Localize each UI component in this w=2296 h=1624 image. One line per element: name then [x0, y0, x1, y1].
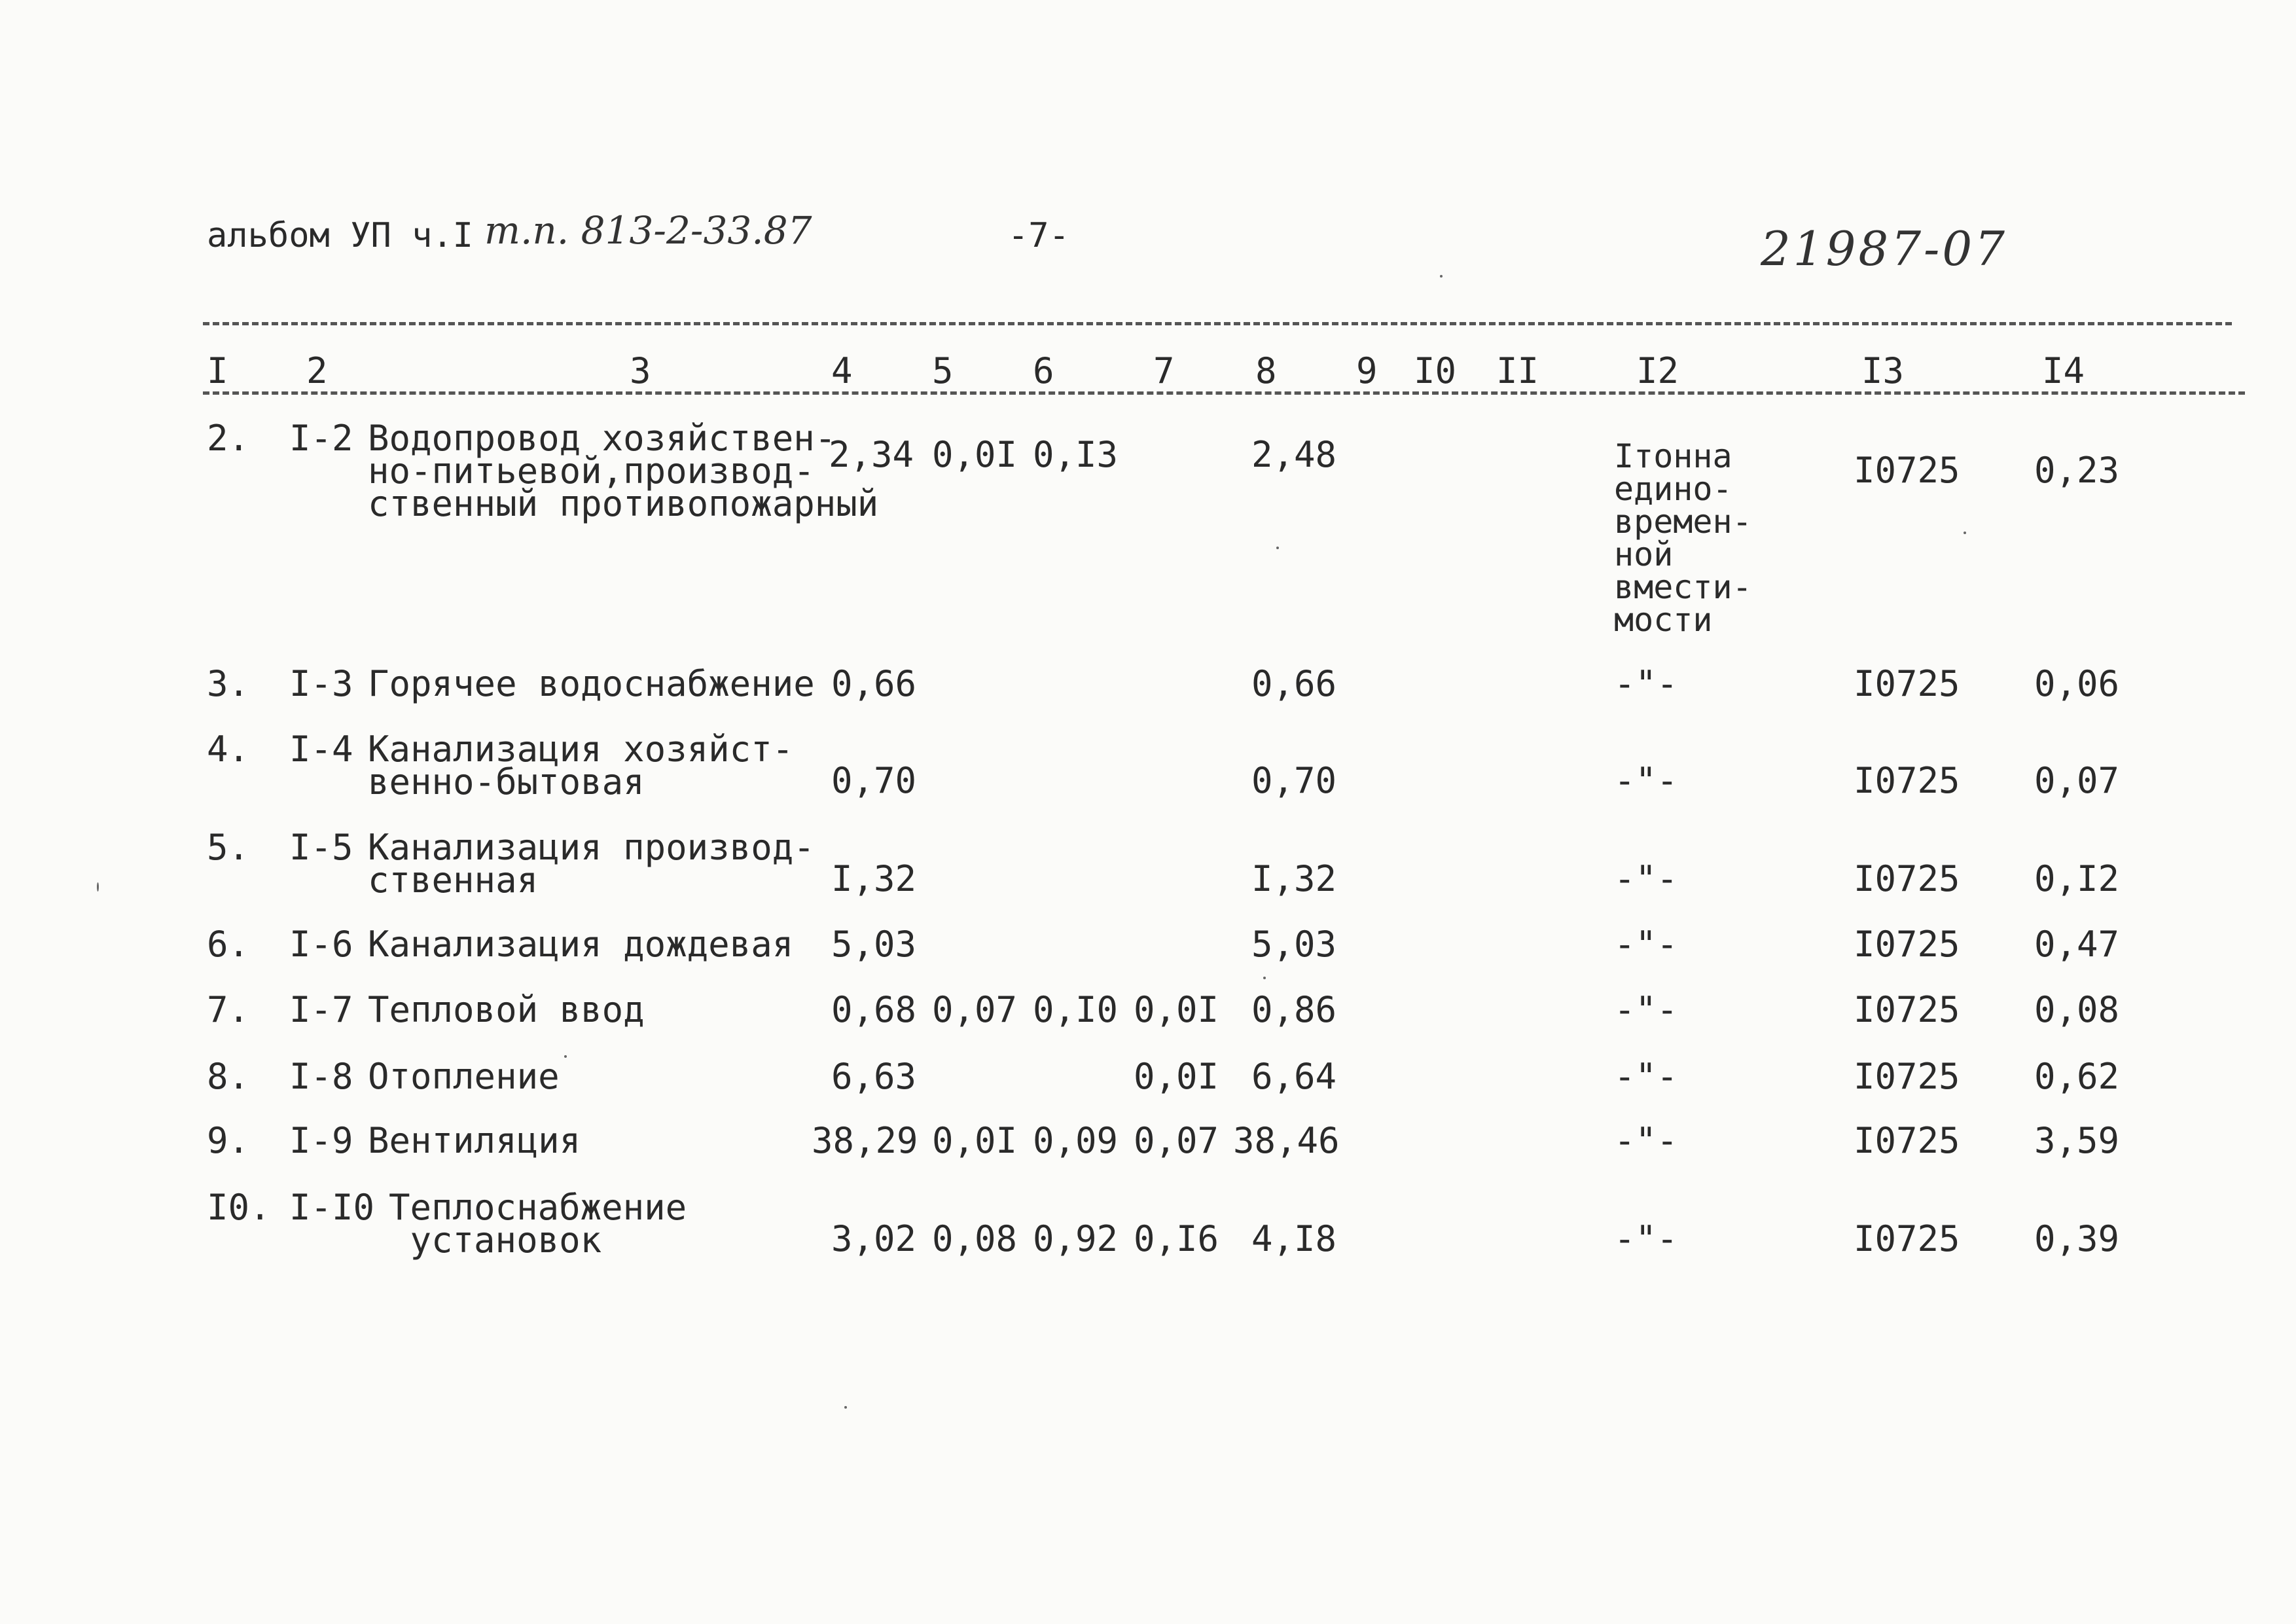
row-name: Горячее водоснабжение — [368, 663, 815, 704]
cell-col7: 0,07 — [1134, 1120, 1219, 1161]
cell-col8: 5,03 — [1251, 924, 1337, 965]
row-number: 9. — [207, 1120, 250, 1161]
row-code: I-7 — [289, 989, 353, 1030]
column-number: 4 — [831, 350, 853, 391]
cell-col8: 6,64 — [1251, 1056, 1337, 1097]
row-name: Тепловой ввод — [368, 989, 645, 1030]
cell-col14: 0,23 — [2034, 450, 2120, 491]
row-code: I-9 — [289, 1120, 353, 1161]
project-code: т.п. 813-2-33.87 — [484, 208, 812, 253]
scan-speck — [1964, 532, 1966, 534]
row-number: 6. — [207, 924, 250, 965]
column-number: I2 — [1636, 350, 1679, 391]
cell-col8: 2,48 — [1251, 434, 1337, 475]
row-code: I-4 — [289, 729, 353, 770]
document-number: 21987-07 — [1761, 221, 2007, 276]
cell-col14: 0,62 — [2034, 1056, 2120, 1097]
cell-col5: 0,08 — [932, 1218, 1018, 1259]
cell-col7: 0,I6 — [1134, 1218, 1219, 1259]
cell-col8: 0,70 — [1251, 760, 1337, 801]
column-number: 9 — [1356, 350, 1378, 391]
column-number: II — [1496, 350, 1539, 391]
cell-col4: 38,29 — [812, 1120, 918, 1161]
cell-col6: 0,09 — [1033, 1120, 1119, 1161]
cell-col4: I,32 — [831, 858, 917, 899]
cell-col13: I0725 — [1854, 1056, 1960, 1097]
cell-col6: 0,I3 — [1033, 434, 1119, 475]
row-number: 2. — [207, 418, 250, 459]
cell-col7: 0,0I — [1134, 1056, 1219, 1097]
cell-col4: 0,68 — [831, 989, 917, 1030]
cell-col6: 0,92 — [1033, 1218, 1119, 1259]
cell-col14: 0,47 — [2034, 924, 2120, 965]
scan-speck — [97, 882, 99, 892]
cell-col8: 4,I8 — [1251, 1218, 1337, 1259]
row-code: I-6 — [289, 924, 353, 965]
row-number: I0. — [207, 1187, 271, 1228]
row-code: I-3 — [289, 663, 353, 704]
row-code: I-5 — [289, 827, 353, 868]
row-name: Теплоснабжение установок — [389, 1187, 687, 1261]
cell-col13: I0725 — [1854, 760, 1960, 801]
cell-col12: -"- — [1614, 1218, 1678, 1259]
cell-col5: 0,0I — [932, 434, 1018, 475]
cell-col12: -"- — [1614, 663, 1678, 704]
cell-col13: I0725 — [1854, 1218, 1960, 1259]
cell-col8: 38,46 — [1233, 1120, 1340, 1161]
cell-col12: Iтонна едино- времен- ной вмести- мости — [1614, 437, 1752, 639]
cell-col4: 0,66 — [831, 663, 917, 704]
column-number: 5 — [932, 350, 954, 391]
row-name: Канализация дождевая — [368, 924, 794, 965]
row-number: 5. — [207, 827, 250, 868]
cell-col14: 0,06 — [2034, 663, 2120, 704]
cell-col14: 0,39 — [2034, 1218, 2120, 1259]
cell-col14: 0,I2 — [2034, 858, 2120, 899]
cell-col13: I0725 — [1854, 989, 1960, 1030]
cell-col4: 2,34 — [829, 434, 914, 475]
column-number: 3 — [630, 350, 651, 391]
cell-col12: -"- — [1614, 760, 1678, 801]
column-number: 7 — [1153, 350, 1175, 391]
cell-col8: I,32 — [1251, 858, 1337, 899]
row-number: 3. — [207, 663, 250, 704]
row-code: I-I0 — [289, 1187, 375, 1228]
cell-col14: 0,07 — [2034, 760, 2120, 801]
cell-col4: 5,03 — [831, 924, 917, 965]
cell-col7: 0,0I — [1134, 989, 1219, 1030]
column-number: I0 — [1414, 350, 1457, 391]
cell-col12: -"- — [1614, 1056, 1678, 1097]
row-name: Отопление — [368, 1056, 560, 1097]
cell-col6: 0,I0 — [1033, 989, 1119, 1030]
column-number: I3 — [1861, 350, 1905, 391]
cell-col13: I0725 — [1854, 1120, 1960, 1161]
scan-speck — [564, 1055, 567, 1058]
column-number: 2 — [306, 350, 328, 391]
cell-col14: 0,08 — [2034, 989, 2120, 1030]
header-divider — [203, 322, 2232, 325]
cell-col12: -"- — [1614, 924, 1678, 965]
row-name: Канализация производ- ственная — [368, 827, 815, 901]
scan-speck — [844, 1406, 847, 1409]
page-number: -7- — [1008, 216, 1069, 255]
row-code: I-8 — [289, 1056, 353, 1097]
cell-col4: 6,63 — [831, 1056, 917, 1097]
column-number: I4 — [2042, 350, 2085, 391]
column-number: 6 — [1033, 350, 1054, 391]
row-number: 4. — [207, 729, 250, 770]
cell-col13: I0725 — [1854, 663, 1960, 704]
cell-col5: 0,0I — [932, 1120, 1018, 1161]
row-name: Канализация хозяйст- венно-бытовая — [368, 729, 794, 803]
cell-col13: I0725 — [1854, 924, 1960, 965]
cell-col8: 0,86 — [1251, 989, 1337, 1030]
cell-col12: -"- — [1614, 989, 1678, 1030]
cell-col12: -"- — [1614, 1120, 1678, 1161]
row-name: Водопровод хозяйствен- но-питьевой,производ- ственный противопожарный — [368, 418, 879, 524]
scan-speck — [1440, 275, 1443, 278]
cell-col13: I0725 — [1854, 858, 1960, 899]
row-name: Вентиляция — [368, 1120, 581, 1161]
row-number: 8. — [207, 1056, 250, 1097]
cell-col14: 3,59 — [2034, 1120, 2120, 1161]
cell-col13: I0725 — [1854, 450, 1960, 491]
column-number: 8 — [1255, 350, 1277, 391]
album-label: альбом УП ч.I — [207, 216, 473, 255]
cell-col8: 0,66 — [1251, 663, 1337, 704]
row-code: I-2 — [289, 418, 353, 459]
cell-col12: -"- — [1614, 858, 1678, 899]
column-number-underline — [203, 391, 2245, 395]
cell-col4: 3,02 — [831, 1218, 917, 1259]
cell-col4: 0,70 — [831, 760, 917, 801]
scan-speck — [1276, 547, 1279, 549]
cell-col5: 0,07 — [932, 989, 1018, 1030]
column-number: I — [207, 350, 228, 391]
row-number: 7. — [207, 989, 250, 1030]
scan-speck — [1263, 977, 1266, 979]
